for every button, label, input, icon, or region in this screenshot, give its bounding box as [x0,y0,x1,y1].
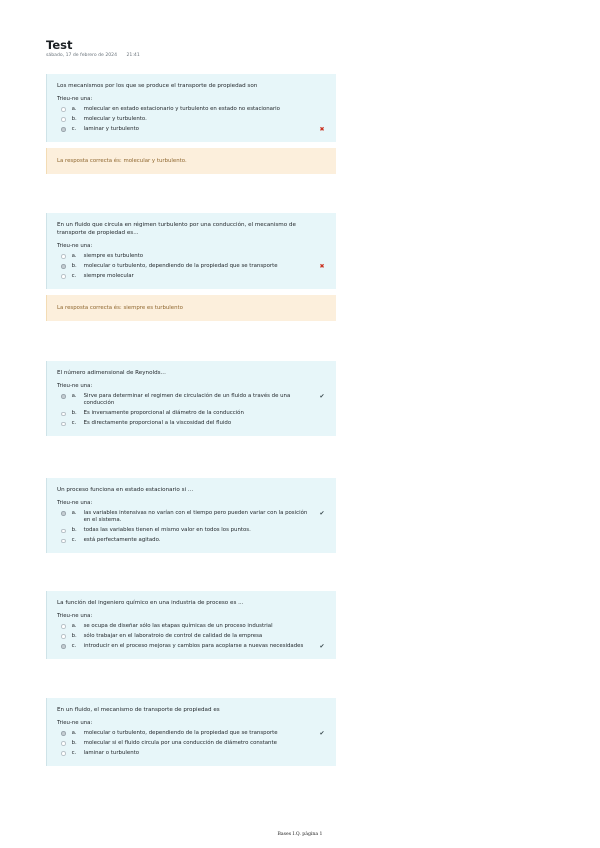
answer-text: todas las variables tienen el mismo valor en todos los puntos. [83,527,251,534]
answer-text: Es directamente proporcional a la viscosidad del fluido [83,420,232,427]
answer-letter: a. [71,393,77,399]
correct-check-icon: ✔ [319,730,325,737]
answer-option[interactable] [57,537,326,544]
incorrect-cross-icon: ✖ [319,126,325,133]
question-text: En un fluido que circula en régimen turbulento por una conducción, el mecanismo de transporte de propiedad es... [57,222,296,236]
answer-option[interactable] [57,750,326,757]
question-card [46,361,336,436]
answer-letter: c. [71,643,77,649]
question-block [46,698,336,766]
question-block [46,361,336,436]
answer-option[interactable] [57,527,326,534]
question-text: Los mecanismos por los que se produce el transporte de propiedad son [57,83,258,89]
answer-option[interactable] [57,273,326,280]
time-text: 21:41 [126,53,140,58]
page-header [46,38,140,58]
answer-text: laminar o turbulento [83,750,140,756]
answer-letter: b. [71,410,77,417]
answer-list [57,253,326,280]
answer-text: se ocupa de diseñar sólo las etapas químicas de un proceso industrial [83,623,273,629]
answer-letter: a. [71,253,77,259]
question-card [46,591,336,659]
choose-one-prompt: Trieu-ne una: [57,500,93,506]
answer-text: está perfectamente agitado. [83,537,161,544]
answer-text: molecular o turbulento, dependiendo de la propiedad que se transporte [83,730,278,736]
answer-option[interactable] [57,263,326,270]
answer-text: sólo trabajar en el laboratroio de control de calidad de la empresa [83,633,263,639]
question-text: Un proceso funciona en estado estacionario si ... [57,487,194,493]
correct-answer-feedback: La resposta correcta és: siempre es turbulento [46,295,336,321]
answer-text: siempre molecular [83,273,134,279]
correct-check-icon: ✔ [319,643,325,650]
question-text: La función del ingeniero químico en una industria de proceso es ... [57,600,244,606]
answer-letter: a. [71,106,77,112]
question-card [46,478,336,553]
answer-letter: b. [71,633,77,639]
answer-list [57,106,326,133]
question-block [46,74,336,174]
answer-option[interactable] [57,730,326,737]
answer-option[interactable] [57,116,326,123]
answer-text: molecular si el fluido circula por una conducción de diámetro constante [83,740,277,746]
answer-text: introducir en el proceso mejoras y cambios para acoplarse a nuevas necesidades [83,643,304,649]
choose-one-prompt: Trieu-ne una: [57,96,93,102]
answer-option[interactable] [57,253,326,260]
question-card [46,74,336,142]
question-card [46,213,336,289]
answer-text: siempre es turbulento [83,253,144,259]
answer-option[interactable] [57,126,326,133]
answer-letter: b. [71,740,77,746]
answer-text: Es inversamente proporcional al diámetro de la conducción [83,410,244,417]
correct-answer-feedback: La resposta correcta és: molecular y turbulento. [46,148,336,174]
answer-letter: b. [71,527,77,534]
answer-list [57,623,326,650]
question-text: El número adimensional de Reynolds... [57,370,166,376]
incorrect-cross-icon: ✖ [319,263,325,270]
choose-one-prompt: Trieu-ne una: [57,720,93,726]
date-text: sábado, 17 de febrero de 2024 [46,53,118,58]
answer-text: molecular o turbulento, dependiendo de la propiedad que se transporte [83,263,278,269]
timestamp [46,53,140,58]
answer-text: las variables intensivas no varían con el tiempo pero pueden variar con la posición en el sistema. [83,510,308,524]
answer-letter: b. [71,263,77,269]
answer-letter: c. [71,420,77,427]
answer-letter: a. [71,510,77,516]
answer-option[interactable] [57,623,326,630]
answer-letter: c. [71,273,77,279]
page-footer: Bases I.Q. pàgina 1 [277,832,323,837]
answer-text: molecular en estado estacionario y turbulento en estado no estacionario [83,106,280,112]
answer-list [57,510,326,545]
answer-text: molecular y turbulento. [83,116,147,122]
choose-one-prompt: Trieu-ne una: [57,383,93,389]
question-card [46,698,336,766]
answer-text: Sirve para determinar el regimen de circulación de un fluido a través de una conducción [83,393,291,407]
answer-option[interactable] [57,106,326,113]
answer-option[interactable] [57,740,326,747]
question-block [46,591,336,659]
answer-letter: b. [71,116,77,122]
correct-check-icon: ✔ [319,510,325,517]
answer-list [57,393,326,428]
answer-letter: c. [71,750,77,756]
choose-one-prompt: Trieu-ne una: [57,243,93,249]
answer-option[interactable] [57,643,326,650]
answer-option[interactable] [57,420,326,427]
answer-letter: a. [71,730,77,736]
answer-option[interactable] [57,393,326,408]
question-block [46,478,336,553]
answer-letter: c. [71,537,77,544]
answer-letter: a. [71,623,77,629]
answer-option[interactable] [57,410,326,417]
answer-letter: c. [71,126,77,132]
choose-one-prompt: Trieu-ne una: [57,613,93,619]
answer-text: laminar y turbulento [83,126,139,132]
answer-option[interactable] [57,510,326,525]
answer-list [57,730,326,757]
page-title: Test [46,38,73,52]
answer-option[interactable] [57,633,326,640]
correct-check-icon: ✔ [319,393,325,400]
question-text: En un fluido, el mecanismo de transporte de propiedad es [57,707,220,713]
question-block [46,213,336,321]
